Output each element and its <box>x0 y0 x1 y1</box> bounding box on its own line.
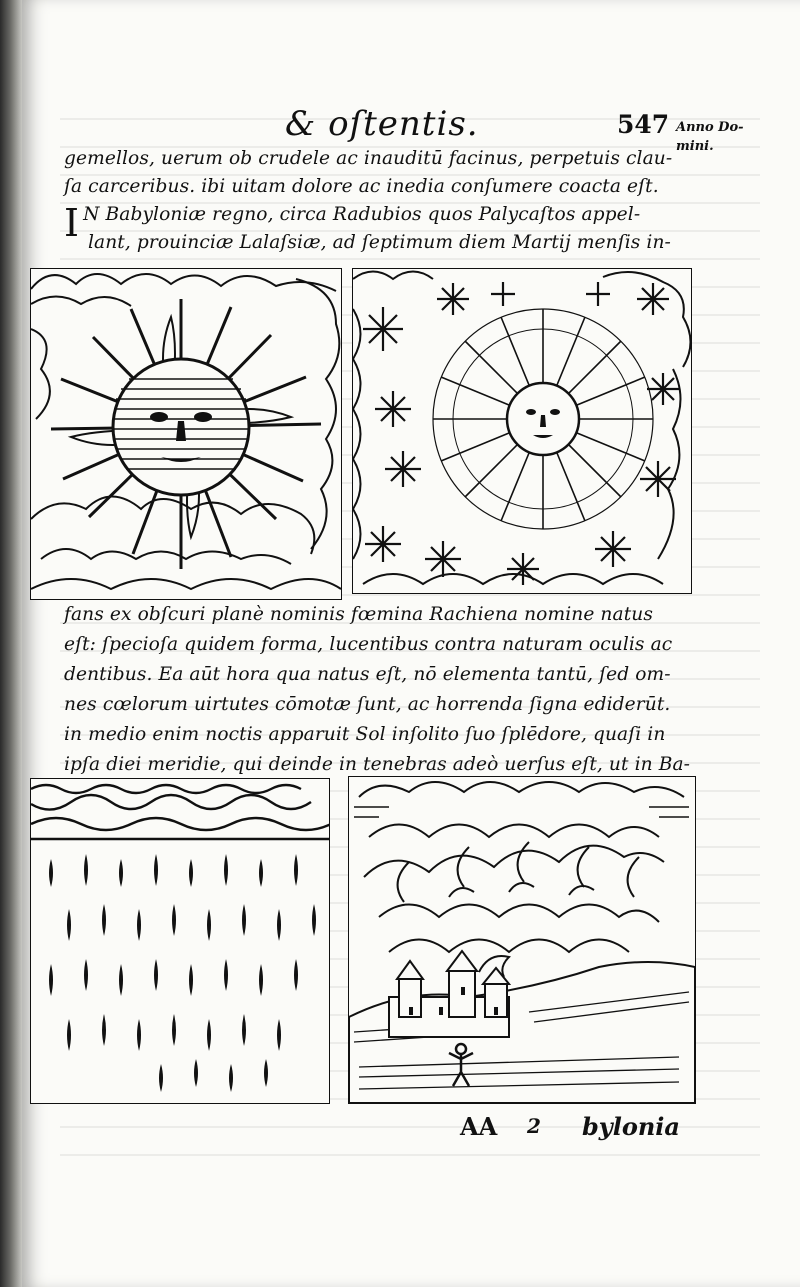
side-note <box>676 118 776 156</box>
text-line: ſa carceribus. ibi uitam dolore ac inedia conſumere coacta eſt. <box>64 176 659 197</box>
signature-number: 2 <box>527 1114 541 1138</box>
sun-woodcut <box>30 268 342 600</box>
text-line: in medio enim noctis apparuit Sol inſolito ſuo ſplēdore, quaſi in <box>64 724 666 745</box>
text-line: eſt: ſpecioſa quidem forma, lucentibus contra naturam oculis ac <box>64 634 673 655</box>
text-line: N Babyloniæ regno, circa Radubios quos Palycaſtos appel- <box>83 204 641 225</box>
text-line: fans ex obſcuri planè nominis fœmina Rachiena nomine natus <box>64 604 653 625</box>
drop-cap: I <box>64 201 80 245</box>
side-note-line: mini. <box>676 139 714 154</box>
text-line: dentibus. Ea aūt hora qua natus eſt, nō elementa tantū, ſed om- <box>64 664 671 685</box>
running-head: & oſtentis. <box>285 104 479 144</box>
catchword: bylonia <box>582 1112 680 1141</box>
signature-mark: AA <box>460 1112 498 1141</box>
side-note-line: Anno Do- <box>676 120 744 135</box>
night-sun-woodcut <box>352 268 692 594</box>
cloud-castle-woodcut <box>348 776 696 1104</box>
text-line: ipſa diei meridie, qui deinde in tenebras adeò uerſus eſt, ut in Ba- <box>64 754 691 775</box>
page-number: 547 <box>617 110 670 139</box>
rain-woodcut <box>30 778 330 1104</box>
text-line: gemellos, uerum ob crudele ac inauditū facinus, perpetuis clau- <box>64 148 673 169</box>
text-line: lant, prouinciæ Lalaſsiæ, ad ſeptimum diem Martij menſis in- <box>88 232 671 253</box>
text-line: nes cœlorum uirtutes cōmotæ ſunt, ac horrenda ſigna ediderūt. <box>64 694 671 715</box>
